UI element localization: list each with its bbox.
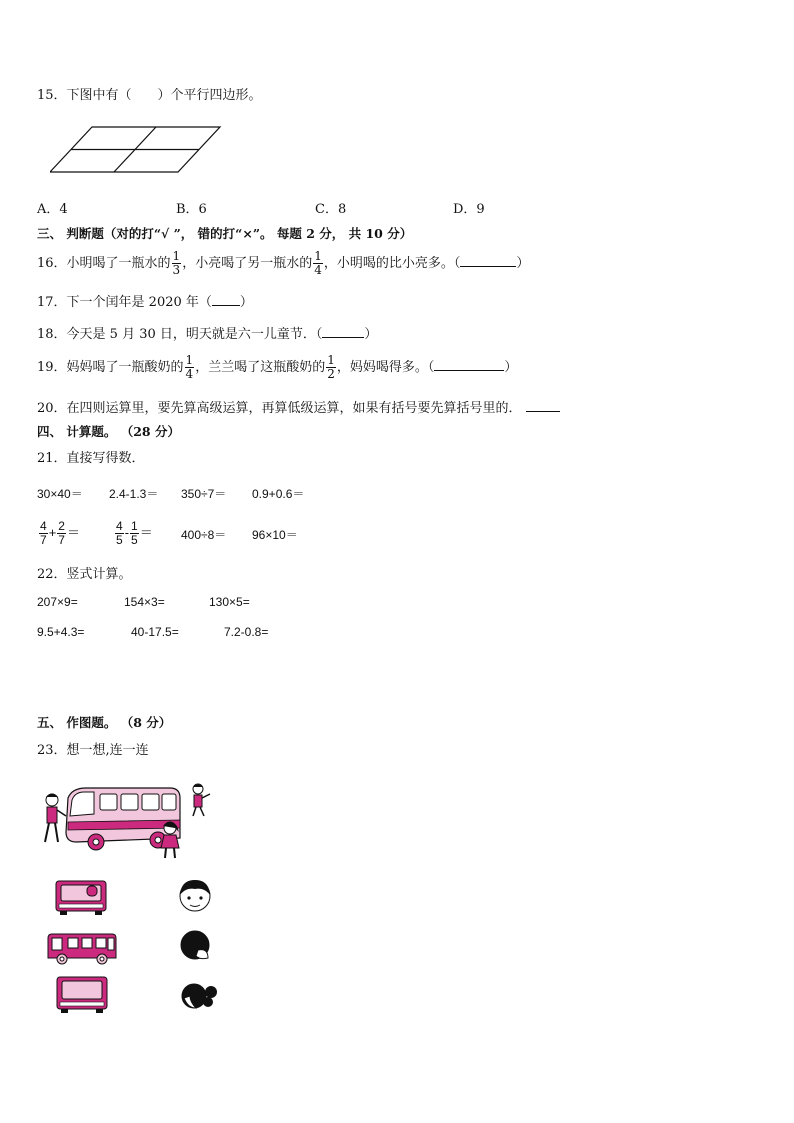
q20-text: 20．在四则运算里，要先算高级运算，再算低级运算，如果有括号要先算括号里的． (37, 401, 522, 416)
q21-row-1-item-4: 0.9+0.6＝ (252, 487, 305, 501)
section-5-title: 五、 作图题。 （8 分） (37, 715, 172, 730)
q19-fraction-1-den: 4 (185, 367, 194, 381)
q21-title: 21．直接写得数． (37, 451, 145, 466)
girl-side-head-icon[interactable] (178, 978, 220, 1012)
q16-fraction-2 (313, 250, 323, 277)
q16-text-3: ，小明喝的比小亮多。（ (323, 256, 461, 271)
q22-title: 22．竖式计算。 (37, 567, 132, 582)
q18 (37, 323, 377, 342)
q15-option-d[interactable]: D．9 (453, 202, 485, 217)
q22-row-2-item-2: 40-17.5= (131, 625, 179, 639)
q20-answer-blank[interactable] (526, 399, 560, 412)
q15-prefix: 15．下图中有（ (37, 88, 132, 103)
q16-text-2: ，小亮喝了另一瓶水的 (182, 256, 313, 271)
q19-fraction-2-num: 1 (327, 353, 335, 367)
q15-option-c[interactable]: C．8 (315, 202, 347, 217)
q19-fraction-2 (326, 354, 336, 381)
q21-row-2-item-3: 400÷8＝ (181, 528, 227, 542)
q19-fraction-2-den: 2 (327, 367, 335, 381)
q15-stem (37, 84, 262, 103)
q19-text-3: ，妈妈喝得多。（ (336, 360, 435, 375)
q16-fraction-1 (172, 250, 182, 277)
q21-f2-b (130, 520, 139, 547)
q19 (37, 348, 517, 388)
q21-row-1-item-3: 350÷7＝ (181, 487, 227, 501)
q22-row-1-item-2: 154×3= (124, 595, 165, 609)
section-4-title: 四、 计算题。 （28 分） (37, 424, 180, 439)
q21-f2-a (115, 520, 124, 547)
q16-fraction-1-num: 1 (172, 249, 181, 263)
q16-answer-blank[interactable] (460, 254, 516, 267)
bus-back-view-icon[interactable] (55, 880, 107, 916)
q19-fraction-1-num: 1 (185, 353, 194, 367)
q21-fraction-expr-1 (38, 514, 80, 552)
q16-fraction-2-num: 1 (314, 249, 322, 263)
q22-row-1-item-3: 130×5= (209, 595, 250, 609)
q20 (37, 397, 560, 416)
q17-text-2: ） (239, 295, 253, 310)
parallelogram-figure (50, 124, 225, 176)
q18-answer-blank[interactable] (322, 325, 364, 338)
bus-scene-illustration (38, 780, 214, 860)
q21-row-1-item-2: 2.4-1.3＝ (109, 487, 159, 501)
q21-f2-eq: ＝ (139, 525, 153, 540)
q21-f1-op: + (48, 525, 57, 540)
q19-text-4: ） (504, 360, 518, 375)
q23-title: 23．想一想,连一连 (37, 743, 149, 758)
q21-row-1-item-1: 30×40＝ (37, 487, 83, 501)
q21-f2-a-num: 4 (116, 519, 123, 534)
q21-f1-eq: ＝ (66, 525, 80, 540)
q19-text-2: ，兰兰喝了这瓶酸奶的 (195, 360, 326, 375)
q19-text-1: 19．妈妈喝了一瓶酸奶的 (37, 360, 184, 375)
q16-fraction-1-den: 3 (172, 263, 181, 277)
q21-f1-a (39, 520, 48, 547)
q21-f1-b (57, 520, 66, 547)
q16-text-1: 16．小明喝了一瓶水的 (37, 256, 171, 271)
q17 (37, 291, 253, 310)
q17-answer-blank[interactable] (212, 293, 240, 306)
q22-row-2-item-1: 9.5+4.3= (37, 625, 85, 639)
q22-row-1-item-1: 207×9= (37, 595, 78, 609)
q21-f1-a-den: 7 (40, 533, 47, 548)
q21-f2-a-den: 5 (116, 533, 123, 548)
q21-f1-b-num: 2 (58, 519, 65, 534)
bus-side-view-icon[interactable] (46, 932, 118, 966)
q15-option-a[interactable]: A．4 (37, 202, 68, 217)
q18-text-1: 18．今天是 5 月 30 日，明天就是六一儿童节．（ (37, 327, 323, 342)
bus-front-view-icon[interactable] (56, 976, 108, 1014)
q21-f2-b-num: 1 (131, 519, 138, 534)
q21-f2-op: - (124, 525, 130, 540)
q16-text-4: ） (516, 256, 530, 271)
q15-suffix: ）个平行四边形。 (157, 88, 262, 103)
q16-fraction-2-den: 4 (314, 263, 322, 277)
q21-fraction-expr-2 (114, 514, 153, 552)
q15-option-b[interactable]: B．6 (176, 202, 207, 217)
q21-f1-a-num: 4 (40, 519, 47, 534)
q16 (37, 244, 529, 284)
q19-answer-blank[interactable] (434, 358, 504, 371)
q18-text-2: ） (364, 327, 378, 342)
q21-f2-b-den: 5 (131, 533, 138, 548)
q22-row-2-item-3: 7.2-0.8= (224, 625, 269, 639)
boy-back-of-head-icon[interactable] (178, 928, 214, 962)
section-3-title: 三、 判断题（对的打“√ ”， 错的打“×”。 每题 2 分， 共 10 分） (37, 226, 413, 241)
q17-text-1: 17．下一个闰年是 2020 年（ (37, 295, 212, 310)
q21-row-2-item-4: 96×10＝ (252, 528, 298, 542)
q21-f1-b-den: 7 (58, 533, 65, 548)
q19-fraction-1 (185, 354, 195, 381)
boy-face-icon[interactable] (176, 877, 214, 913)
